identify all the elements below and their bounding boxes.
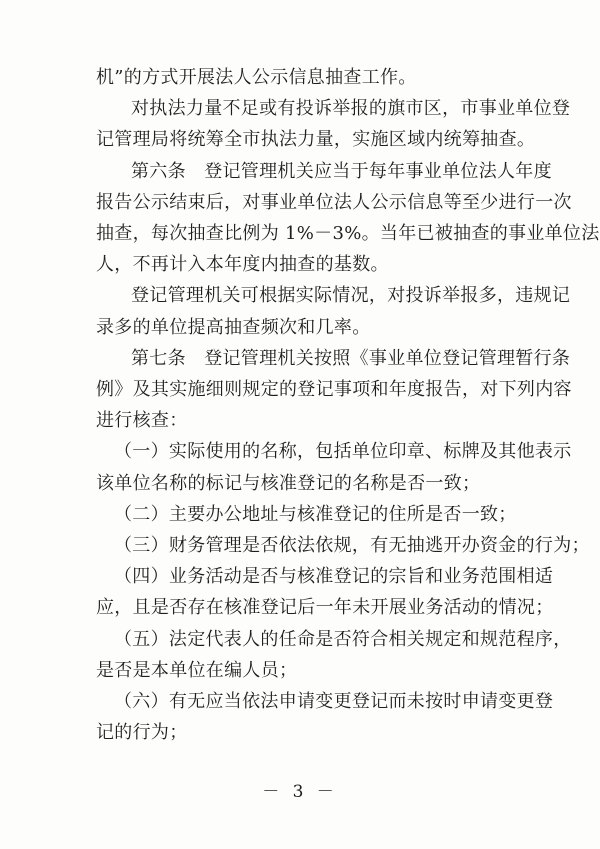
text-line: 记的行为；: [96, 722, 188, 743]
text-line: 抽查，每次抽查比例为 1%－3%。当年已被抽查的事业单位法: [96, 223, 600, 244]
text-line: 进行核查：: [96, 410, 188, 431]
page-number: － 3 －: [262, 782, 338, 802]
text-line: （六）有无应当依法申请变更登记而未按时申请变更登: [114, 691, 554, 712]
text-line: （三）财务管理是否依法依规，有无抽逃开办资金的行为；: [114, 535, 590, 556]
text-line: 录多的单位提高抽查频次和几率。: [96, 317, 371, 338]
text-line: （二）主要办公地址与核准登记的住所是否一致；: [114, 504, 517, 525]
text-line: 是否是本单位在编人员；: [96, 660, 298, 681]
text-line: （五）法定代表人的任命是否符合相关规定和规范程序，: [114, 629, 572, 650]
text-line: 登记管理机关可根据实际情况，对投诉举报多，违规记: [131, 285, 571, 306]
text-line: 第七条 登记管理机关按照《事业单位登记管理暂行条: [131, 348, 571, 369]
text-line: 应，且是否存在核准登记后一年未开展业务活动的情况；: [96, 597, 554, 618]
text-line: （四）业务活动是否与核准登记的宗旨和业务范围相适: [114, 566, 554, 587]
text-line: 第六条 登记管理机关应当于每年事业单位法人年度: [131, 161, 552, 182]
text-line: 报告公示结束后，对事业单位法人公示信息等至少进行一次: [96, 192, 572, 213]
text-line: 机”的方式开展法人公示信息抽查工作。: [96, 67, 417, 88]
text-line: 该单位名称的标记与核准登记的名称是否一致；: [96, 473, 481, 494]
text-line: 对执法力量不足或有投诉举报的旗市区，市事业单位登: [131, 98, 571, 119]
text-line: 例》及其实施细则规定的登记事项和年度报告，对下列内容: [96, 379, 572, 400]
text-line: （一）实际使用的名称，包括单位印章、标牌及其他表示: [114, 441, 572, 462]
text-line: 人，不再计入本年度内抽查的基数。: [96, 254, 389, 275]
text-line: 记管理局将统筹全市执法力量，实施区域内统筹抽查。: [96, 129, 536, 150]
